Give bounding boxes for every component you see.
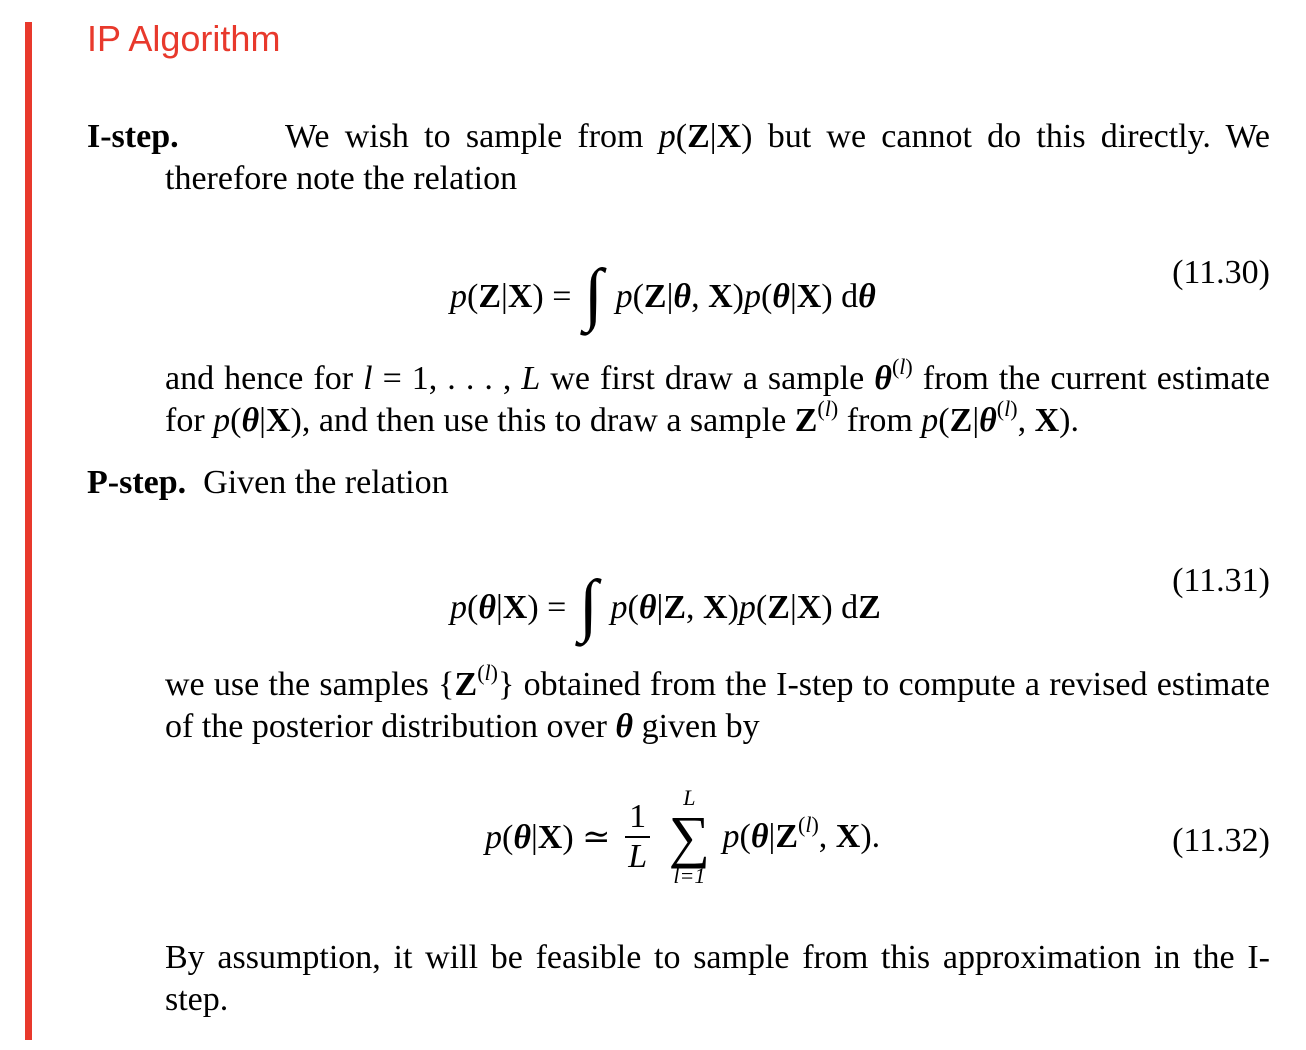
istep-label: I-step. [87,118,179,155]
left-accent-bar [25,22,32,1040]
equation-number-11-30: (11.30) [1172,254,1270,291]
equation-number-11-32: (11.32) [1172,822,1270,859]
equation-11-32: p(θ|X) ≃ $\frac{1}{L}$ L ∑ l=1 $p(\theta|Z^{(l)}$, X). [485,785,881,888]
equation-number-11-31: (11.31) [1172,562,1270,599]
pstep-label: P-step. [87,464,187,501]
integral-icon: ∫ [583,256,604,333]
fraction: $\frac{1}{L}$ [625,798,650,876]
pstep-continuation: we use the samples $\{Z^{(l)}\}$ obtained from the I-step to compute a revised estimate of the posterior distribution over θ given by [165,659,1271,745]
closing-paragraph: By assumption, it will be feasible to sample from this approximation in the I-step. [165,939,1270,1018]
integral-icon: ∫ [578,567,599,644]
equation-11-31: p(θ|X) = ∫ p(θ|Z, X)p(Z|X) dZ [450,567,881,644]
istep-paragraph: We wish to sample from p(Z|X) but we cannot do this directly. We therefore note the relation [165,118,1271,197]
equation-11-30: p(Z|X) = ∫ p(Z|θ, X)p(θ|X) dθ [450,256,876,333]
section-heading: IP Algorithm [87,18,281,59]
summation-icon: L ∑ l=1 [668,785,711,888]
pstep-line: P-step. Given the relation [87,464,449,501]
istep-continuation: and hence for l = 1, . . . , L we first draw a sample $\theta^{(l)}$ from the current estimate for p(θ|X), and then use this to draw a sample $Z^{(l)}$ from $p(Z|\theta^{(l)}$, X). [165,353,1271,439]
